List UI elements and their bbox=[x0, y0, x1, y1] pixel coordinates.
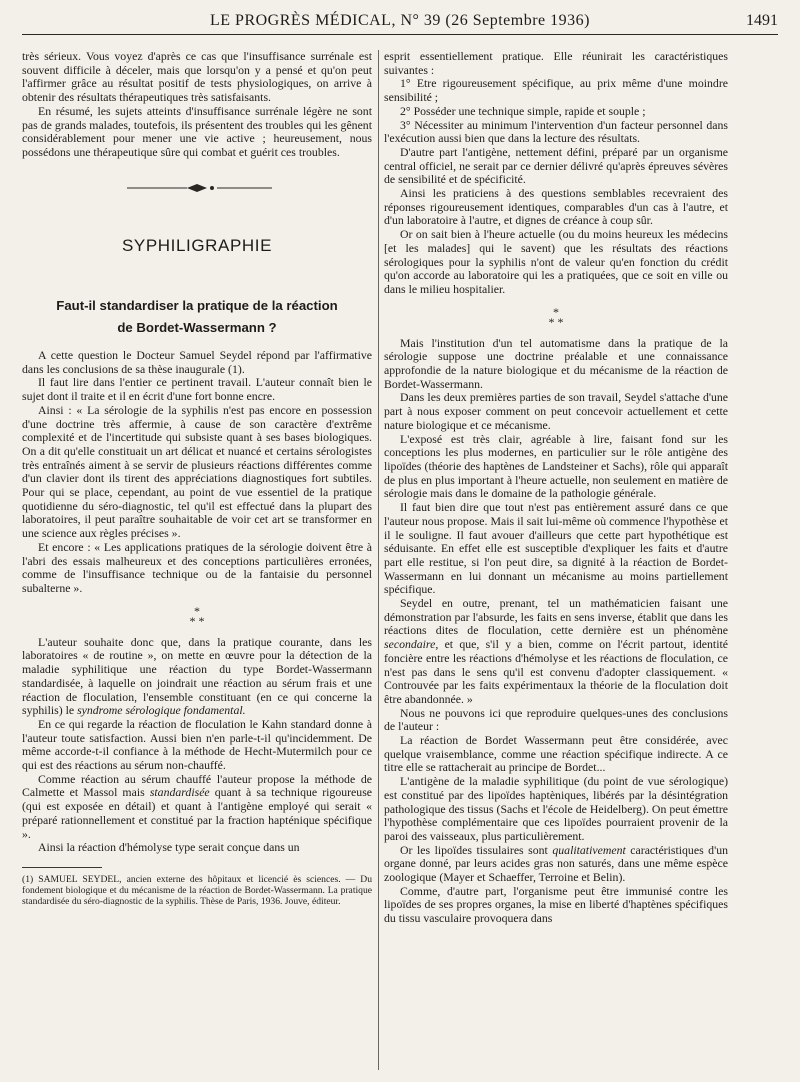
right-column bbox=[384, 50, 728, 1068]
article-title-line-2: de Bordet-Wassermann ? bbox=[117, 320, 277, 336]
page-number: 1491 bbox=[746, 12, 778, 29]
section-stars: * * * bbox=[548, 304, 564, 329]
paragraph: Or les lipoïdes tissulaires sont qualitativement caractéristiques d'un organe donné, par leurs acides gras non saturés, dans une même espèce zoologique (Mayer et Schaeffer, Terroine et Belin). bbox=[384, 842, 728, 885]
paragraph: Or on sait bien à l'heure actuelle (ou du moins heureux les médecins [et les malades] qui le savent) que les résultats des réactions sérologiques pour la syphilis n'ont de valeur qu'en fonction du crédit qu'on accorde au laboratoire qui les a pratiquées, que ce soit en ville ou dans le milieu hospitalier. bbox=[384, 227, 728, 296]
paragraph: Comme réaction au sérum chauffé l'auteur propose la méthode de Calmette et Massol mais standardisée quant à sa technique rigoureuse (qui est exposée en détail) et quant à l'antigène employé qui serait « préparé rationnellement et constitué par la fraction hapténique spécifique ». bbox=[22, 771, 372, 841]
paragraph: très sérieux. Vous voyez d'après ce cas que l'insuffisance surrénale est souvent difficile à déceler, mais que lorsqu'on y a pensé et qu'on peut l'affirmer grâce au résultat positif de tests physiologiques, on arrive à obtenir des résultats thérapeutiques très satisfaisants. bbox=[22, 50, 372, 105]
list-item: 1° Etre rigoureusement spécifique, au prix même d'une moindre sensibilité ; bbox=[384, 76, 728, 105]
page-header bbox=[22, 12, 778, 35]
paragraph: A cette question le Docteur Samuel Seydel répond par l'affirmative dans les conclusions de sa thèse inaugurale (1). bbox=[22, 348, 372, 376]
paragraph: En résumé, les sujets atteints d'insuffisance surrénale légère ne sont pas de grands malades, toutefois, ils présentent des troubles qui les gênent considérablement pour mener une vie active ; heureusement, nous possédons une thérapeutique sûre qui combat et guérit ces troubles. bbox=[22, 103, 372, 159]
paragraph: Comme, d'autre part, l'organisme peut être immunisé contre les lipoïdes de ses propres organes, la mise en liberté d'haptènes spécifiques du tissu vasculaire provoquera dans bbox=[384, 883, 728, 926]
paragraph: Mais l'institution d'un tel automatisme dans la pratique de la sérologie suppose une doctrine préalable et une connaissance approfondie de la nature biologique et du mécanisme de la réaction de Bordet-Wassermann. bbox=[384, 335, 728, 391]
list-item: 3° Nécessiter au minimum l'intervention d'un facteur personnel dans l'exécution aussi bien que dans la lecture des résultats. bbox=[384, 117, 728, 146]
journal-title: LE PROGRÈS MÉDICAL, N° 39 (26 Septembre 1936) bbox=[210, 12, 590, 29]
left-column bbox=[22, 50, 372, 1068]
section-stars: * * * bbox=[189, 603, 205, 628]
paragraph: Il faut bien dire que tout n'est pas entièrement assuré dans ce que l'auteur nous propose. Mais il sait lui-même où commence l'hypothèse et il le souligne. Il faut avouer d'ailleurs que cette part hypothétique est séduisante. En effet elle est susceptible d'expliquer les faits et d'autre part elle restitue, si l'on peut dire, sa dignité à la réaction de Bordet-Wassermann en lui donnant un mécanisme au moins partiellement spécifique. bbox=[384, 500, 728, 597]
column-divider bbox=[378, 50, 379, 1070]
footnote-rule bbox=[22, 867, 102, 868]
article-title bbox=[22, 295, 372, 339]
paragraph: D'autre part l'antigène, nettement défini, préparé par un organisme central officiel, ne serait par ce dernier délivré qu'après épreuves sévères de sensibilité et de spécificité. bbox=[384, 144, 728, 187]
paragraph: Ainsi les praticiens à des questions semblables recevraient des réponses rigoureusement identiques, comparables d'un cas à l'autre, et d'un laboratoire à l'autre, et dignes de créance à coup sûr. bbox=[384, 186, 728, 228]
article-title-line-1: Faut-il standardiser la pratique de la réaction bbox=[56, 298, 338, 314]
paragraph: En ce qui regarde la réaction de floculation le Kahn standard donne à l'auteur toute satisfaction. Aussi bien n'en parle-t-il qu'incidemment. De même accorde-t-il confiance à la méthode de Hecht-Mutermilch pour ce qui est des réactions au sérum non-chauffé. bbox=[22, 716, 372, 773]
footnote: (1) SAMUEL SEYDEL, ancien externe des hôpitaux et licencié ès sciences. — Du fondement biologique et du mécanisme de la réaction de Bordet-Wassermann. La pratique standardisée du séro-diagnostic de la syphilis. Thèse de Paris, 1936. Jouve, éditeur. bbox=[22, 873, 372, 907]
paragraph: L'antigène de la maladie syphilitique (du point de vue sérologique) est constitué par des lipoïdes haptèniques, libérés par la désintégration pathologique des tissus (Sachs et l'école de Heidelberg). On peut émettre l'hypothèse complémentaire que ces lipoïdes pourraient provenir de la paroi des vaisseaux, plus particulièrement. bbox=[384, 774, 728, 843]
paragraph: Nous ne pouvons ici que reproduire quelques-unes des conclusions de l'auteur : bbox=[384, 705, 728, 734]
paragraph: Dans les deux premières parties de son travail, Seydel s'attache d'une part à nous exposer comment on peut concevoir actuellement et cette nature biologique et ce mécanisme. bbox=[384, 390, 728, 432]
paragraph: L'exposé est très clair, agréable à lire, faisant fond sur les conceptions les plus modernes, en particulier sur le rôle antigène des lipoïdes (théorie des haptènes de Landsteiner et Sachs), rôle qui apparaît de plus en plus important à l'heure actuelle, non seulement en matière de sérologie mais dans le domaine de la pathologie générale. bbox=[384, 431, 728, 501]
paragraph: Seydel en outre, prenant, tel un mathématicien faisant une démonstration par l'absurde, les faits en sens inverse, établit que dans les réactions dites de floculation, cette dernière est un phénomène secondaire, et que, s'il y a bien, comme on l'écrit partout, identité foncière entre les réactions d'hémolyse et les réactions de floculation, ce n'est pas dans le sens qu'il est convenu d'adopter classiquement. « Controuvée par les faits expérimentaux la théorie de la floculation doit être abandonnée. » bbox=[384, 596, 728, 706]
paragraph: La réaction de Bordet Wassermann peut être considérée, avec quelque vraisemblance, comme une réaction spécifique indirecte. A ce titre elle se rattacherait au principe de Bordet... bbox=[384, 733, 728, 775]
paragraph: Il faut lire dans l'entier ce pertinent travail. L'auteur connaît bien le sujet dont il traite et il en écrit d'une fort bonne encre. bbox=[22, 375, 372, 404]
ornament-divider bbox=[22, 176, 372, 200]
list-item: 2° Posséder une technique simple, rapide et souple ; bbox=[400, 103, 646, 118]
paragraph: Ainsi : « La sérologie de la syphilis n'est pas encore en possession d'une doctrine très affermie, à cause de son caractère d'extrême complexité et de l'incertitude qui subsiste quant à ses bases biologiques. On a dit qu'elle constituait un art délicat et nuancé et certains sérologistes très entraînés aiment à se servir de plusieurs réactions différentes comme d'un clavier dont ils tirent des appréciations diagnostiques fort subtiles. Pour qui se place, cependant, au point de vue essentiel de la pratique quotidienne du séro-diagnostic, tel qu'il est effectué dans la plupart des laboratoires, il peut paraître souhaitable de voir cet art se transformer en une science aux règles précises ». bbox=[22, 402, 372, 541]
paragraph: L'auteur souhaite donc que, dans la pratique courante, dans les laboratoires « de routine », on mette en œuvre pour la détection de la maladie syphilitique une réaction du type Bordet-Wassermann standardisée, à laquelle on joindrait une réaction au sérum frais et une réaction de floculation, l'ensemble constituant (en ce qui concerne la syphilis) le syndrome sérologique fondamental. bbox=[22, 634, 372, 718]
paragraph: Ainsi la réaction d'hémolyse type serait conçue dans un bbox=[38, 840, 300, 855]
paragraph: esprit essentiellement pratique. Elle réunirait les caractéristiques suivantes : bbox=[384, 50, 728, 77]
paragraph: Et encore : « Les applications pratiques de la sérologie doivent être à l'abri des essais malheureux et des conceptions particulières erronées, comme de l'insuffisance technique ou de la fantaisie du personnel subalterne ». bbox=[22, 539, 372, 595]
section-title: SYPHILIGRAPHIE bbox=[121, 236, 273, 256]
